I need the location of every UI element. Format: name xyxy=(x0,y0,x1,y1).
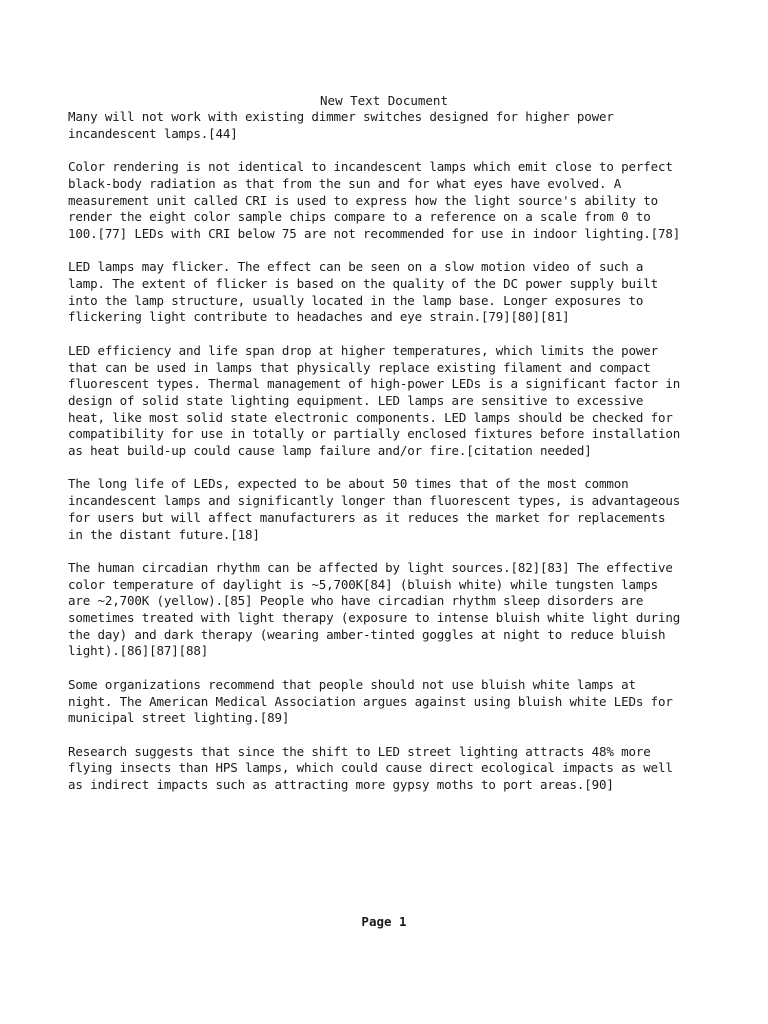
paragraph-color-rendering: Color rendering is not identical to incandescent lamps which emit close to perfect black-body radiation as that from the sun and for what eyes have evolved. A measurement unit called CRI is used to express how the light source's ability to render the eight color sample chips compare to a reference on a scale from 0 to 100.[77] LEDs with CRI below 75 are not recommended for use in indoor lighting.[78] xyxy=(68,159,681,241)
paragraph-organizations: Some organizations recommend that people should not use bluish white lamps at night. The American Medical Association argues against using bluish white LEDs for municipal street lighting.[89] xyxy=(68,676,673,726)
paragraph-dimmer: Many will not work with existing dimmer switches designed for higher power incandescent lamps.[44] xyxy=(68,109,614,141)
document-title: New Text Document xyxy=(320,93,448,108)
document-body xyxy=(68,109,748,810)
page-number: Page 1 xyxy=(361,914,407,929)
paragraph-efficiency: LED efficiency and life span drop at higher temperatures, which limits the power that can be used in lamps that physically replace existing filament and compact fluorescent types. Thermal management of high-power LEDs is a significant factor in design of solid state lighting equipment. LED lamps are sensitive to excessive heat, like most solid state electronic components. LED lamps should be checked for compatibility for use in totally or partially enclosed fixtures before installation as heat build-up could cause lamp failure and/or fire.[citation needed] xyxy=(68,342,681,459)
paragraph-research: Research suggests that since the shift to LED street lighting attracts 48% more flying insects than HPS lamps, which could cause direct ecological impacts as well as indirect impacts such as attracting more gypsy moths to port areas.[90] xyxy=(68,743,673,793)
paragraph-flicker: LED lamps may flicker. The effect can be seen on a slow motion video of such a lamp. The extent of flicker is based on the quality of the DC power supply built into the lamp structure, usually located in the lamp base. Longer exposures to flickering light contribute to headaches and eye strain.[79][80][81] xyxy=(68,259,659,325)
paragraph-circadian: The human circadian rhythm can be affected by light sources.[82][83] The effective color temperature of daylight is ~5,700K[84] (bluish white) while tungsten lamps are ~2,700K (yellow).[85] People who have circadian rhythm sleep disorders are sometimes treated with light therapy (exposure to intense bluish white light during the day) and dark therapy (wearing amber-tinted goggles at night to reduce bluish light).[86][87][88] xyxy=(68,559,681,659)
paragraph-long-life: The long life of LEDs, expected to be about 50 times that of the most common incandescent lamps and significantly longer than fluorescent types, is advantageous for users but will affect manufacturers as it reduces the market for replacements in the distant future.[18] xyxy=(68,476,681,542)
